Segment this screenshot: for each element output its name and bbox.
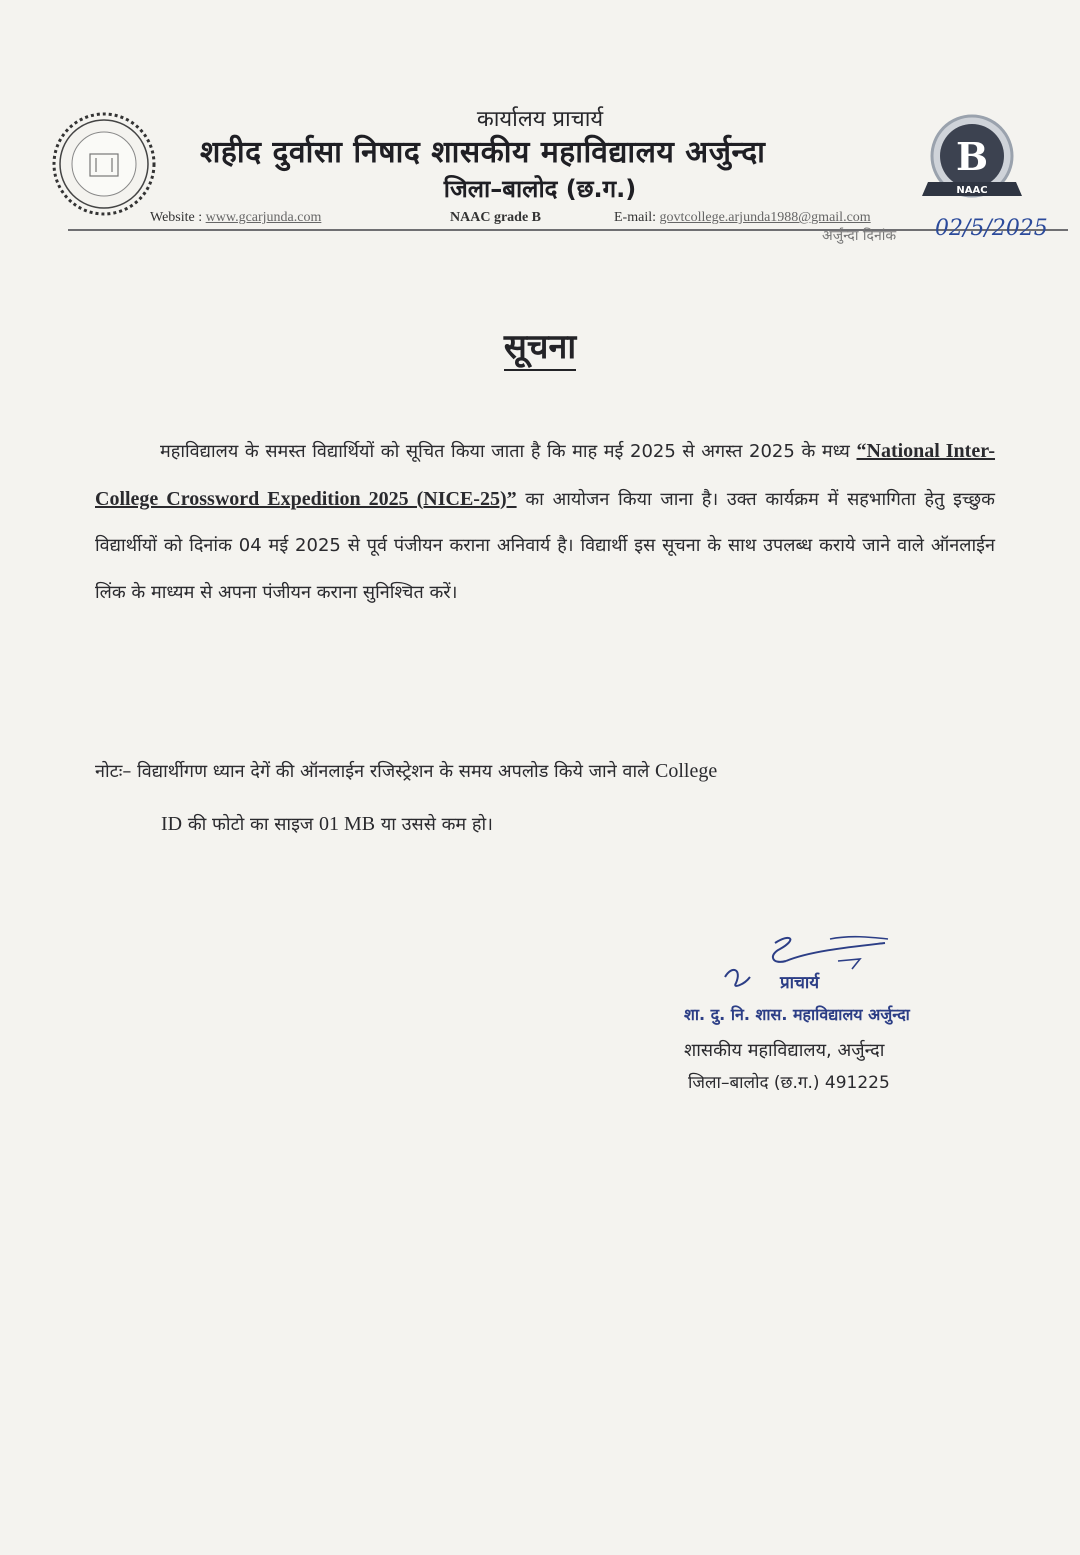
- email-link[interactable]: govtcollege.arjunda1988@gmail.com: [659, 210, 871, 225]
- district-line: जिला–बालोद (छ.ग.): [443, 175, 637, 203]
- notice-body-part1: महाविद्यालय के समस्त विद्यार्थियों को सूचित किया जाता है कि माह मई 2025 से अगस्त 2025 के मध्य: [160, 441, 857, 462]
- signature-stamp: शा. दु. नि. शास. महाविद्यालय अर्जुन्दा: [684, 1005, 910, 1024]
- note-text-2: की फोटो का साइज: [182, 814, 319, 835]
- event-name: “National Inter-College Crossword Expedition 2025 (NICE-25)”: [95, 440, 996, 510]
- date-label: अर्जुन्दा दिनांक: [822, 228, 897, 244]
- notice-note: [95, 745, 990, 851]
- note-id: ID: [161, 813, 183, 835]
- note-text-1: विद्यार्थीगण ध्यान देगें की ऑनलाईन रजिस्ट्रेशन के समय अपलोड किये जाने वाले: [137, 761, 656, 782]
- header-divider: [68, 229, 1068, 231]
- website-label: Website :: [150, 210, 203, 225]
- note-college: College: [655, 760, 718, 782]
- college-name: शहीद दुर्वासा निषाद शासकीय महाविद्यालय अर्जुन्दा: [200, 135, 766, 170]
- signature-designation: प्राचार्य: [780, 973, 820, 993]
- office-heading: कार्यालय प्राचार्य: [476, 107, 604, 132]
- handwritten-date: 02/5/2025: [935, 216, 1048, 241]
- note-continuation: [95, 798, 990, 851]
- email-label: E-mail:: [614, 210, 656, 225]
- note-size: 01 MB: [319, 813, 376, 835]
- notice-title: [0, 322, 1080, 368]
- signature-scribble: [720, 925, 890, 1005]
- website-link[interactable]: www.gcarjunda.com: [205, 210, 322, 225]
- note-label: नोटः–: [95, 761, 138, 782]
- signature-college: शासकीय महाविद्यालय, अर्जुन्दा: [684, 1040, 885, 1061]
- notice-body-part2: का आयोजन किया जाना है। उक्त कार्यक्रम में सहभागिता हेतु इच्छुक विद्यार्थीयों को दिनांक 04 मई 2025 से पूर्व पंजीयन कराना अनिवार्य है। विद्यार्थी इस सूचना के साथ उपलब्ध कराये जाने वाले ऑनलाईन लिंक के माध्यम से अपना पंजीयन कराना सुनिश्चित करें।: [95, 488, 995, 603]
- note-text-3: या उससे कम हो।: [375, 814, 493, 835]
- naac-badge-text: NAAC: [956, 185, 988, 196]
- notice-title-text: सूचना: [504, 327, 576, 371]
- naac-badge-icon: [922, 112, 1030, 208]
- signature-address: जिला–बालोद (छ.ग.) 491225: [688, 1073, 890, 1093]
- website-info: [150, 210, 321, 226]
- email-info: [614, 210, 871, 226]
- notice-body: [95, 428, 995, 616]
- naac-badge-letter: B: [955, 134, 989, 179]
- naac-grade: NAAC grade B: [450, 210, 541, 225]
